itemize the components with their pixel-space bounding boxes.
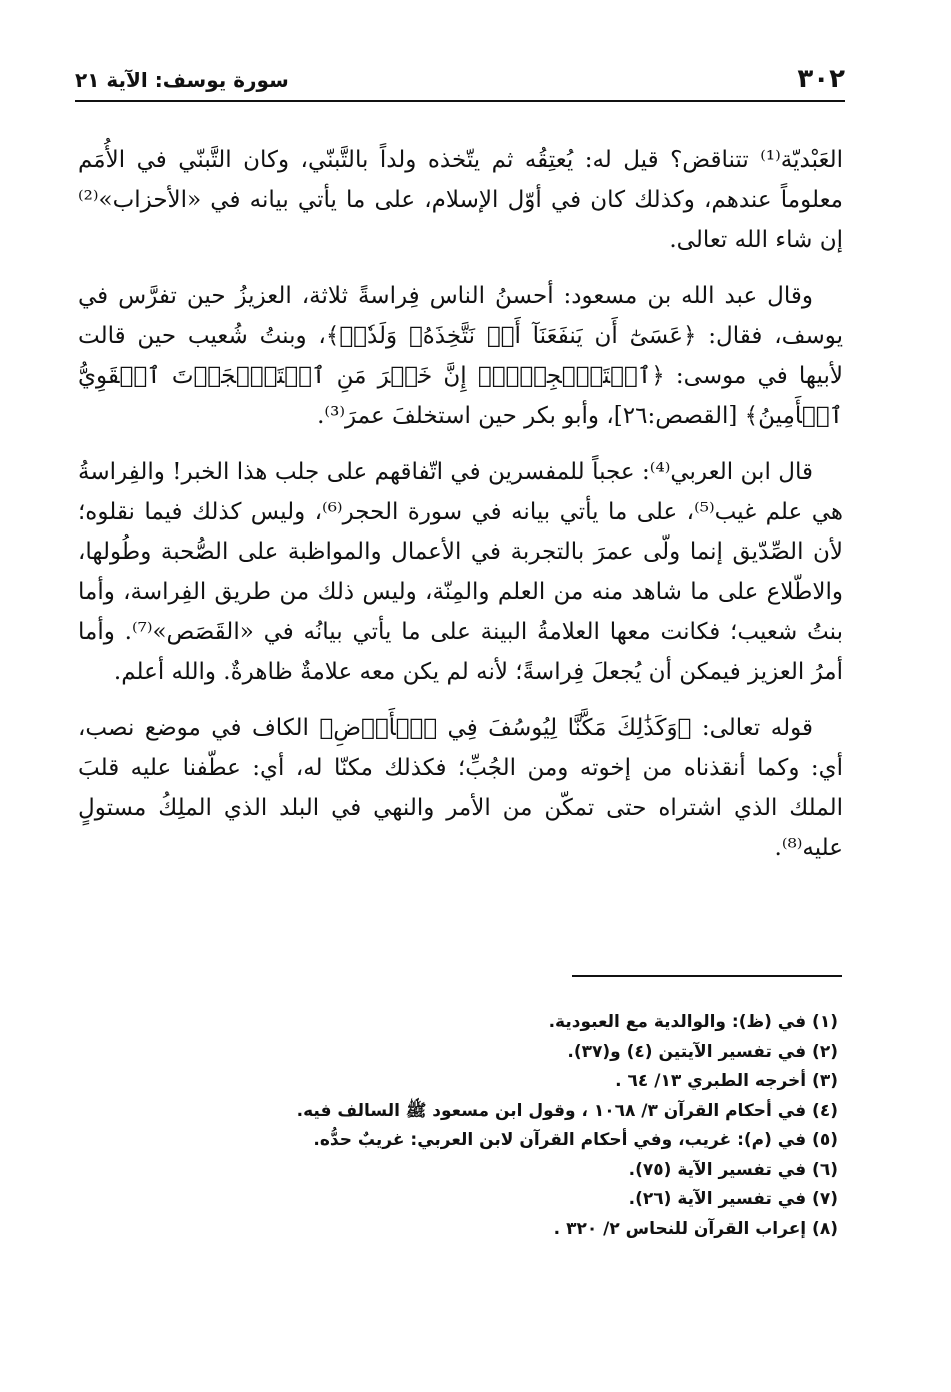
footnote-8: (٨) إعراب القرآن للنحاس ٢/ ٣٢٠ . — [553, 1218, 838, 1239]
footnote-6: (٦) في تفسير الآية (٧٥). — [628, 1159, 838, 1180]
page-header — [75, 60, 845, 102]
footnote-7: (٧) في تفسير الآية (٢٦). — [628, 1189, 838, 1209]
running-title: سورة يوسف: الآية ٢١ — [75, 68, 289, 92]
paragraph-4: قوله تعالى: ﴿وَكَذَٰلِكَ مَكَّنَّا لِيُوسُفَ فِي ٱلۡأَرۡضِ﴾ الكاف في موضع نصب، أي: وكما أنقذناه من إخوته ومن الجُبِّ؛ فكذلك مكنّا له، أي: عطّفنا عليه قلبَ الملك الذي اشتراه حتى تمكّن من الأمر والنهي في البلد الذي الملِكُ مستولٍ عليه⁽⁸⁾. — [78, 715, 843, 861]
paragraph-1: العَبْديّة⁽¹⁾ تتناقض؟ قيل له: يُعتِقُه ثم يتّخذه ولداً بالتَّبنّي، وكان التَّبنّي في الأُمَم معلوماً عندهم، وكذلك كان في أوّل الإسلام، على ما يأتي بيانه في «الأحزاب»⁽²⁾ إن شاء الله تعالى. — [78, 147, 843, 253]
paragraph-3: قال ابن العربي⁽⁴⁾: عجباً للمفسرين في اتّفاقهم على جلب هذا الخبر! والفِراسةُ هي علم غيب⁽⁵⁾، على ما يأتي بيانه في سورة الحجر⁽⁶⁾، وليس كذلك فيما نقلوه؛ لأن الصِّدّيق إنما ولّى عمرَ بالتجربة في الأعمال والمواظبة على الصُّحبة وطُولها، والاطّلاع على ما شاهد منه من العلم والمِنّة، وليس ذلك من طريق الفِراسة، وأما بنتُ شعيب؛ فكانت معها العلامةُ البينة على ما يأتي بيانُه في «القَصَص»⁽⁷⁾. وأما أمرُ العزيز فيمكن أن يُجعلَ فِراسةً؛ لأنه لم يكن معه علامةٌ ظاهرةٌ. والله أعلم. — [78, 459, 843, 685]
footnote-5: (٥) في (م): غريب، وفي أحكام القرآن لابن العربي: غريبٌ حدُّه. — [313, 1130, 838, 1150]
footnote-1: (١) في (ظ): والوالدية مع العبودية. — [548, 1012, 838, 1032]
page-number: ٣٠٢ — [797, 64, 845, 94]
footnote-3: (٣) أخرجه الطبري ١٣/ ٦٤ . — [615, 1071, 838, 1091]
main-text — [78, 140, 843, 884]
footnote-4: (٤) في أحكام القرآن ٣/ ١٠٦٨ ، وقول ابن مسعود ﷺ السالف فيه. — [296, 1100, 838, 1121]
footnote-2: (٢) في تفسير الآيتين (٤) و(٣٧). — [567, 1041, 838, 1062]
footnote-separator — [572, 975, 842, 977]
paragraph-2: وقال عبد الله بن مسعود: أحسنُ الناس فِراسةً ثلاثة، العزيزُ حين تفرَّس في يوسف، فقال: ﴿عَسَىٰٓ أَن يَنفَعَنَآ أَوۡ نَتَّخِذَهُۥ وَلَدٗاۚ﴾، وبنتُ شُعيب حين قالت لأبيها في موسى: ﴿ٱسۡتَـٔۡجِرۡهُۖ إِنَّ خَيۡرَ مَنِ ٱسۡتَـٔۡجَرۡتَ ٱلۡقَوِيُّ ٱلۡأَمِينُ﴾ [القصص:٢٦]، وأبو بكر حين استخلفَ عمرَ⁽³⁾. — [78, 283, 843, 429]
footnotes — [296, 1008, 838, 1244]
